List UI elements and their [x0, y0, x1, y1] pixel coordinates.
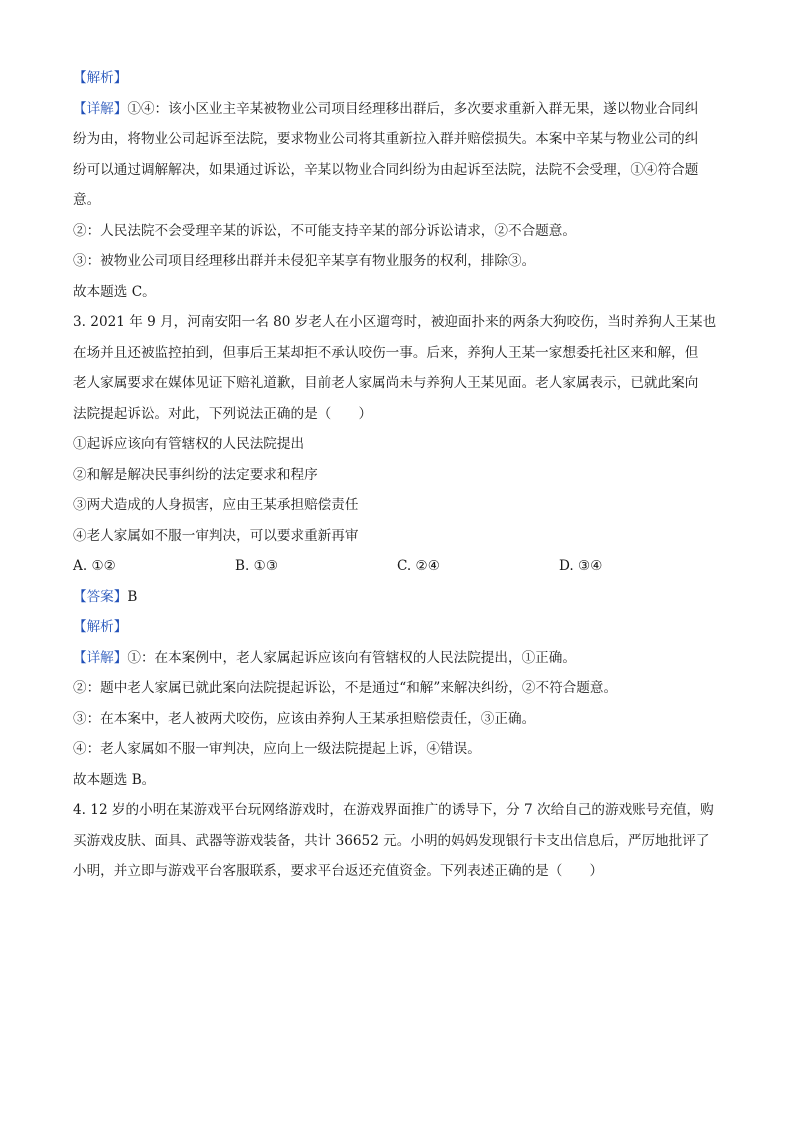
q3-option-b: B. ①③ [235, 558, 279, 574]
q2-analysis-label: 【解析】 [73, 70, 128, 86]
q3-answer-value: B [127, 588, 138, 605]
q4-stem-line: 4. 12 岁的小明在某游戏平台玩网络游戏时，在游戏界面推广的诱导下，分 7 次给自己的游戏账号充值，购 [73, 802, 714, 818]
q3-option-d: D. ③④ [559, 558, 603, 574]
q3-statement: ③两犬造成的人身损害，应由王某承担赔偿责任 [73, 497, 359, 513]
q3-conclusion: 故本题选 B。 [73, 771, 156, 788]
q2-conclusion: 故本题选 C。 [73, 283, 156, 300]
q3-statement: ①起诉应该向有管辖权的人民法院提出 [73, 436, 305, 452]
q3-answer-label: 【答案】 [73, 588, 128, 605]
q2-detail-text: ①④：该小区业主辛某被物业公司项目经理移出群后，多次要求重新入群无果，遂以物业合同纠 [127, 100, 699, 117]
q2-detail-line: 纷可以通过调解解决，如果通过诉讼，辛某以物业合同纠纷为由起诉至法院，法院不会受理，①④符合题 [73, 161, 699, 178]
q2-detail-label: 【详解】 [73, 100, 128, 117]
q2-point-3: ③：被物业公司项目经理移出群并未侵犯辛某享有物业服务的权利，排除③。 [73, 253, 536, 269]
q2-point-2: ②：人民法院不会受理辛某的诉讼，不可能支持辛某的部分诉讼请求，②不合题意。 [73, 222, 576, 239]
q3-analysis-label: 【解析】 [73, 619, 128, 635]
q3-stem-line: 3. 2021 年 9 月，河南安阳一名 80 岁老人在小区遛弯时，被迎面扑来的两条大狗咬伤，当时养狗人王某也 [73, 314, 717, 330]
q2-detail-line: 纷为由，将物业公司起诉至法院，要求物业公司将其重新拉入群并赔偿损失。本案中辛某与物业公司的纠 [73, 131, 699, 147]
q3-detail-label: 【详解】 [73, 649, 128, 666]
document-content [73, 63, 733, 887]
q3-detail-line: ④：老人家属如不服一审判决，应向上一级法院提起上诉，④错误。 [73, 741, 481, 757]
q3-detail-text: ①：在本案例中，老人家属起诉应该向有管辖权的人民法院提出，①正确。 [127, 649, 576, 666]
q3-stem-line: 在场并且还被监控拍到，但事后王某却拒不承认咬伤一事。后来，养狗人王某一家想委托社区来和解，但 [73, 344, 699, 361]
q3-option-c: C. ②④ [397, 558, 440, 574]
q3-detail-line: ③：在本案中，老人被两犬咬伤，应该由养狗人王某承担赔偿责任，③正确。 [73, 710, 536, 727]
q3-statement: ②和解是解决民事纠纷的法定要求和程序 [73, 466, 318, 483]
q2-detail-line [73, 94, 733, 125]
q3-answer [73, 582, 733, 613]
q3-stem-line: 法院提起诉讼。对此，下列说法正确的是（ ） [73, 405, 373, 422]
q4-stem-line: 小明，并立即与游戏平台客服联系，要求平台返还充值资金。下列表述正确的是（ ） [73, 863, 604, 879]
q3-options [73, 551, 733, 582]
q4-stem-line: 买游戏皮肤、面具、武器等游戏装备，共计 36652 元。小明的妈妈发现银行卡支出信息后，严厉地批评了 [73, 832, 710, 849]
q3-stem-line: 老人家属要求在媒体见证下赔礼道歉，目前老人家属尚未与养狗人王某见面。老人家属表示，已就此案向 [73, 375, 699, 391]
q2-detail-line: 意。 [73, 192, 101, 208]
q3-detail-line [73, 643, 733, 674]
q3-option-a: A. ①② [73, 558, 116, 574]
q3-statement: ④老人家属如不服一审判决，可以要求重新再审 [73, 527, 359, 544]
q3-detail-line: ②：题中老人家属已就此案向法院提起诉讼，不是通过“和解”来解决纠纷，②不符合题意。 [73, 680, 618, 696]
